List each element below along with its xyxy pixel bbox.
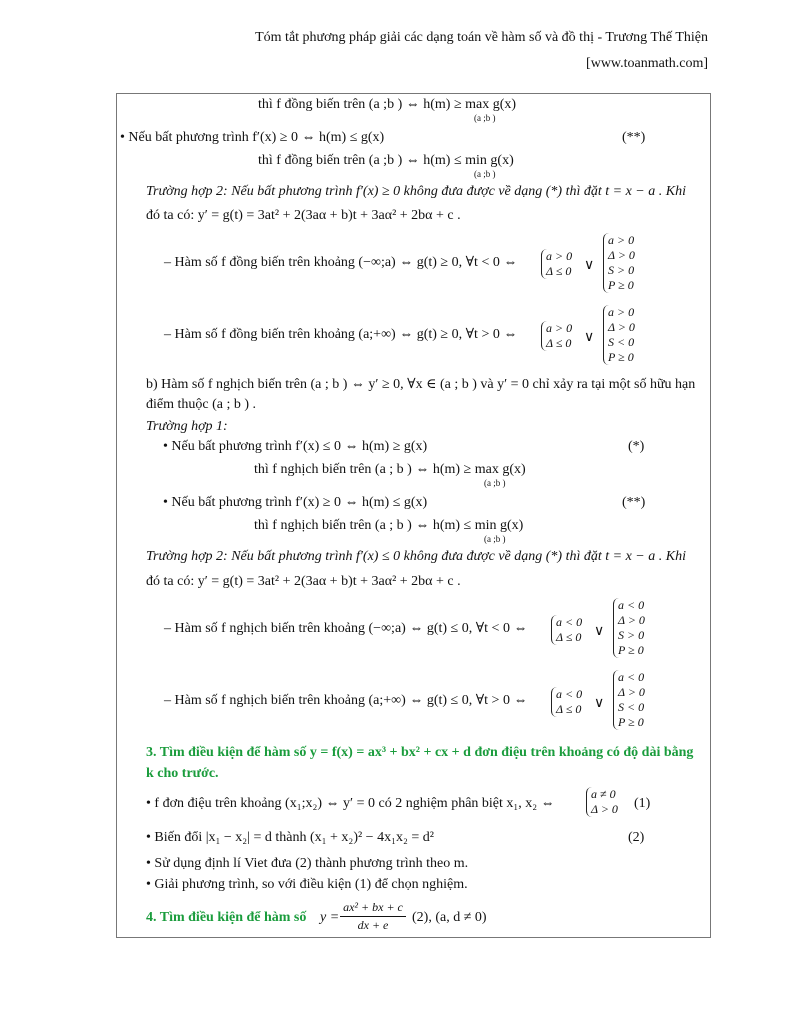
condition-system: a > 0 Δ ≤ 0: [541, 249, 572, 279]
formula-lhs: y =: [320, 910, 340, 925]
text-line: – Hàm số f nghịch biến trên khoảng (−∞;a) ⇔ g(t) ≤ 0, ∀t < 0 ⇔: [164, 621, 528, 636]
text-line: • Biến đổi |x₁ − x₂| = d thành (x₁ + x₂)² − 4x₁x₂ = d²: [146, 830, 434, 845]
equation-number: (2): [628, 830, 645, 845]
subscript: (a ;b ): [484, 534, 506, 544]
fraction: ax² + bx + c dx + e: [340, 900, 406, 933]
condition-system: a ≠ 0 Δ > 0: [586, 787, 618, 817]
condition-system: a > 0 Δ > 0 S < 0 P ≥ 0: [603, 305, 635, 365]
condition-system: a > 0 Δ > 0 S > 0 P ≥ 0: [603, 233, 635, 293]
header-title: Tóm tắt phương pháp giải các dạng toán về hàm số và đồ thị - Trương Thế Thiện: [255, 30, 708, 45]
or-symbol: ∨: [594, 696, 605, 711]
text-line: (2), (a, d ≠ 0): [412, 910, 487, 925]
text-line: • Nếu bất phương trình f′(x) ≥ 0 ⇔ h(m) ≤ g(x): [120, 130, 385, 145]
text-line: Trường hợp 2: Nếu bất phương trình f′(x) ≥ 0 không đưa được về dạng (*) thì đặt t = x − a . Khi: [146, 184, 686, 199]
section-heading-cont: k cho trước.: [146, 766, 219, 781]
text-line: đó ta có: y′ = g(t) = 3at² + 2(3aα + b)t + 3aα² + 2bα + c .: [146, 208, 461, 223]
text-line: điểm thuộc (a ; b ) .: [146, 397, 257, 412]
text-line: Trường hợp 2: Nếu bất phương trình f′(x) ≤ 0 không đưa được về dạng (*) thì đặt t = x − a . Khi: [146, 549, 686, 564]
text-line: b) Hàm số f nghịch biến trên (a ; b ) ⇔ y′ ≥ 0, ∀x ∈ (a ; b ) và y′ = 0 chỉ xảy ra tại một số hữu hạn: [146, 377, 696, 392]
text-line: – Hàm số f nghịch biến trên khoảng (a;+∞) ⇔ g(t) ≤ 0, ∀t > 0 ⇔: [164, 693, 528, 708]
text-line: Trường hợp 1:: [146, 419, 228, 434]
text-line: thì f đồng biến trên (a ;b ) ⇔ h(m) ≥ max g(x): [258, 97, 517, 112]
condition-system: a > 0 Δ ≤ 0: [541, 321, 572, 351]
condition-system: a < 0 Δ > 0 S > 0 P ≥ 0: [613, 598, 645, 658]
or-symbol: ∨: [594, 624, 605, 639]
equation-number: (**): [622, 495, 646, 510]
text-line: thì f nghịch biến trên (a ; b ) ⇔ h(m) ≥ max g(x): [254, 462, 526, 477]
subscript: (a ;b ): [474, 169, 496, 179]
condition-system: a < 0 Δ > 0 S < 0 P ≥ 0: [613, 670, 645, 730]
equation-number: (1): [634, 796, 651, 811]
section-heading: 3. Tìm điều kiện để hàm số y = f(x) = ax³ + bx² + cx + d đơn điệu trên khoảng có độ dài bằng: [146, 745, 694, 760]
subscript: (a ;b ): [474, 113, 496, 123]
text-line: thì f đồng biến trên (a ;b ) ⇔ h(m) ≤ min g(x): [258, 153, 514, 168]
or-symbol: ∨: [584, 330, 595, 345]
condition-system: a < 0 Δ ≤ 0: [551, 687, 582, 717]
text-line: • Nếu bất phương trình f′(x) ≤ 0 ⇔ h(m) ≥ g(x): [163, 439, 428, 454]
condition-system: a < 0 Δ ≤ 0: [551, 615, 582, 645]
header-website: [www.toanmath.com]: [586, 56, 708, 71]
text-line: • f đơn điệu trên khoảng (x₁;x₂) ⇔ y′ = 0 có 2 nghiệm phân biệt x₁, x₂ ⇔: [146, 796, 555, 811]
text-line: • Giải phương trình, so với điều kiện (1) để chọn nghiệm.: [146, 877, 468, 892]
equation-number: (*): [628, 439, 645, 454]
equation-number: (**): [622, 130, 646, 145]
section-heading: 4. Tìm điều kiện để hàm số: [146, 910, 307, 925]
text-line: đó ta có: y′ = g(t) = 3at² + 2(3aα + b)t + 3aα² + 2bα + c .: [146, 574, 461, 589]
text-line: thì f nghịch biến trên (a ; b ) ⇔ h(m) ≤ min g(x): [254, 518, 524, 533]
text-line: – Hàm số f đồng biến trên khoảng (a;+∞) ⇔ g(t) ≥ 0, ∀t > 0 ⇔: [164, 327, 518, 342]
or-symbol: ∨: [584, 258, 595, 273]
text-line: • Nếu bất phương trình f′(x) ≥ 0 ⇔ h(m) ≤ g(x): [163, 495, 428, 510]
text-line: • Sử dụng định lí Viet đưa (2) thành phương trình theo m.: [146, 856, 469, 871]
text-line: – Hàm số f đồng biến trên khoảng (−∞;a) ⇔ g(t) ≥ 0, ∀t < 0 ⇔: [164, 255, 518, 270]
subscript: (a ;b ): [484, 478, 506, 488]
